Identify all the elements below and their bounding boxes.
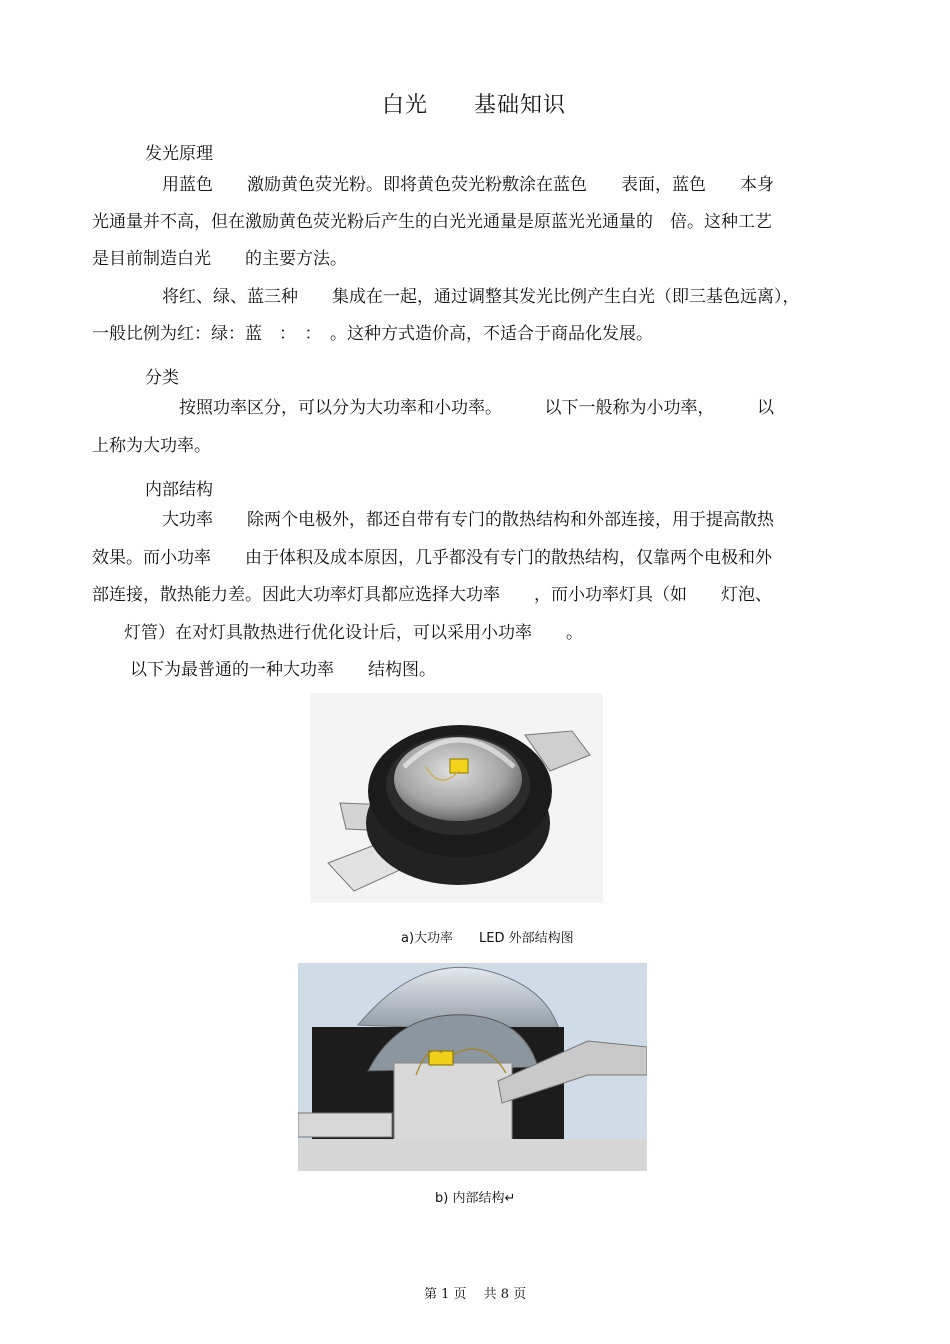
paragraph-line: 是目前制造白光 的主要方法。	[92, 249, 347, 269]
paragraph-line: 一般比例为红：绿：蓝 ： ： 。这种方式造价高，不适合于商品化发展。	[92, 324, 653, 344]
figure-b-caption: b) 内部结构↵	[435, 1191, 516, 1206]
paragraph-line: 按照功率区分，可以分为大功率和小功率。 以下一般称为小功率， 以	[145, 398, 774, 418]
led-internal-figure	[298, 963, 647, 1171]
paragraph-line: 光通量并不高，但在激励黄色荧光粉后产生的白光光通量是原蓝光光通量的 倍。这种工艺	[92, 212, 772, 232]
paragraph-line: 将红、绿、蓝三种 集成在一起，通过调整其发光比例产生白光（即三基色远离），	[145, 287, 800, 307]
paragraph-line: 用蓝色 激励黄色荧光粉。即将黄色荧光粉敷涂在蓝色 表面，蓝色 本身	[145, 175, 774, 195]
section-heading-principle: 发光原理	[145, 144, 213, 164]
section-heading-classification: 分类	[145, 368, 179, 388]
paragraph-line: 部连接，散热能力差。因此大功率灯具都应选择大功率 ，而小功率灯具（如 灯泡、	[92, 585, 772, 605]
led-external-figure	[310, 693, 603, 903]
paragraph-line: 效果。而小功率 由于体积及成本原因，几乎都没有专门的散热结构，仅靠两个电极和外	[92, 548, 772, 568]
paragraph-line: 上称为大功率。	[92, 436, 211, 456]
section-heading-structure: 内部结构	[145, 480, 213, 500]
page-footer: 第 1 页 共 8 页	[424, 1287, 527, 1302]
paragraph-line: 灯管）在对灯具散热进行优化设计后，可以采用小功率 。	[107, 623, 583, 643]
figure-intro: 以下为最普通的一种大功率 结构图。	[130, 660, 436, 680]
figure-a-caption: a)大功率 LED 外部结构图	[401, 931, 574, 946]
page-title: 白光 基础知识	[382, 93, 567, 118]
paragraph-line: 大功率 除两个电极外，都还自带有专门的散热结构和外部连接，用于提高散热	[145, 510, 774, 530]
